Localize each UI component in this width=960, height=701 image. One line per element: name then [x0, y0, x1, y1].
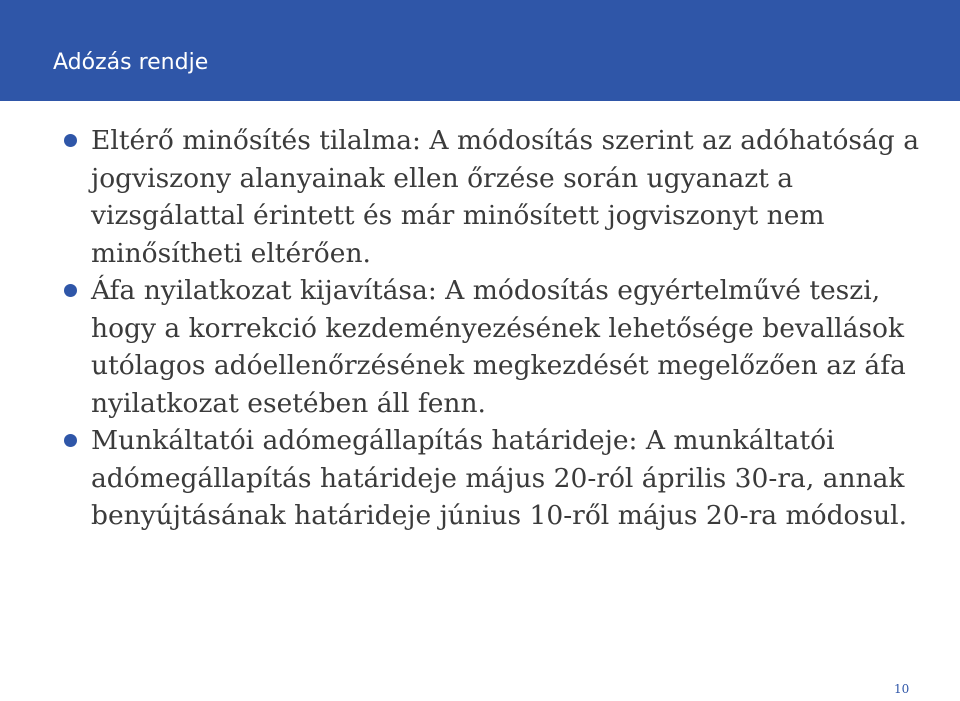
bullet-item	[64, 272, 934, 422]
bullet-dot-icon	[64, 434, 77, 447]
bullet-list	[64, 122, 934, 535]
bullet-text: Áfa nyilatkozat kijavítása: A módosítás egyértelművé teszi, hogy a korrekció kezdeményezésének lehetősége bevallások utólagos adóellenőrzésének megkezdését megelőzően az áfa nyilatkozat esetében áll fenn.	[91, 275, 906, 419]
slide-title: Adózás rendje	[53, 50, 209, 75]
bullet-dot-icon	[64, 284, 77, 297]
page-number: 10	[894, 682, 910, 696]
bullet-item	[64, 422, 934, 535]
slide-header-bar	[0, 0, 960, 101]
bullet-item	[64, 122, 934, 272]
bullet-dot-icon	[64, 134, 77, 147]
bullet-text: Eltérő minősítés tilalma: A módosítás szerint az adóhatóság a jogviszony alanyainak ellen őrzése során ugyanazt a vizsgálattal érintett és már minősített jogviszonyt nem minősítheti eltérően.	[91, 125, 919, 269]
bullet-text: Munkáltatói adómegállapítás határideje: A munkáltatói adómegállapítás határideje május 20-ról április 30-ra, annak benyújtásának határideje június 10-ről május 20-ra módosul.	[91, 425, 908, 531]
